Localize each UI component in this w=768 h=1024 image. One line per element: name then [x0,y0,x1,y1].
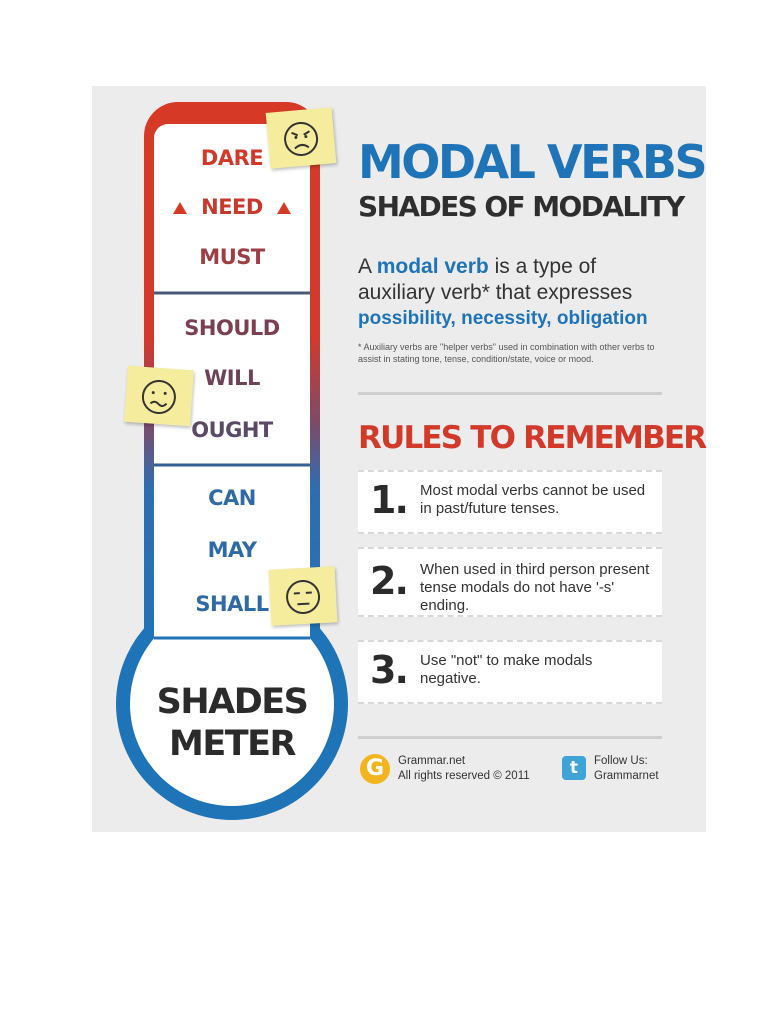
level-must: MUST [199,245,265,269]
meter-label-line1: SHADES [156,682,308,722]
twitter-icon[interactable]: t [562,756,586,780]
level-dare: DARE [200,146,264,170]
footer-follow: Follow Us: [594,755,648,767]
rule-number: 3. [370,648,407,692]
intro-term: modal verb [376,255,489,278]
rule-card [358,547,662,617]
rule-text: Use "not" to make modals negative. [420,652,593,687]
intro-line3: possibility, necessity, obligation [358,308,648,329]
intro-part2: is a type of [488,255,597,278]
sticky-note-worried [124,366,194,426]
meter-label-line2: METER [169,724,295,764]
level-ought: OUGHT [191,418,273,442]
level-need: NEED [201,195,263,219]
angry-face-icon [281,118,322,159]
sticky-note-angry [266,107,337,169]
intro-part1: A [358,255,377,278]
footnote: * Auxiliary verbs are "helper verbs" used in combination with other verbs to assist in stating tone, tense, condition/state, voice or mood. [358,342,655,364]
infographic [92,86,706,832]
footer-site[interactable]: Grammar.net [398,755,466,767]
grammar-logo-icon[interactable]: G [360,754,390,784]
intro-text [358,254,678,332]
calm-face-icon [283,577,323,617]
rules-title: RULES TO REMEMBER [358,420,706,456]
rule-text: Most modal verbs cannot be used in past/future tenses. [420,482,646,517]
intro-line2: auxiliary verb* that expresses [358,281,633,304]
level-shall: SHALL [195,592,269,616]
rule-card [358,640,662,704]
page-subtitle: SHADES OF MODALITY [358,190,684,223]
level-may: MAY [207,538,257,562]
rule-card [358,470,662,534]
intro-line1 [358,254,678,280]
rule-text: When used in third person present tense modals do not have '-s' ending. [420,561,650,614]
rule-number: 1. [370,478,407,522]
level-should: SHOULD [184,316,280,340]
page-title: MODAL VERBS [358,135,706,189]
divider [358,736,662,739]
sticky-note-calm [269,566,338,625]
worried-face-icon [139,377,180,418]
level-will: WILL [204,366,260,390]
divider [358,392,662,395]
level-can: CAN [208,486,256,510]
footer-rights: All rights reserved © 2011 [398,770,530,782]
footer-handle[interactable]: Grammarnet [594,770,659,782]
rule-number: 2. [370,559,407,603]
